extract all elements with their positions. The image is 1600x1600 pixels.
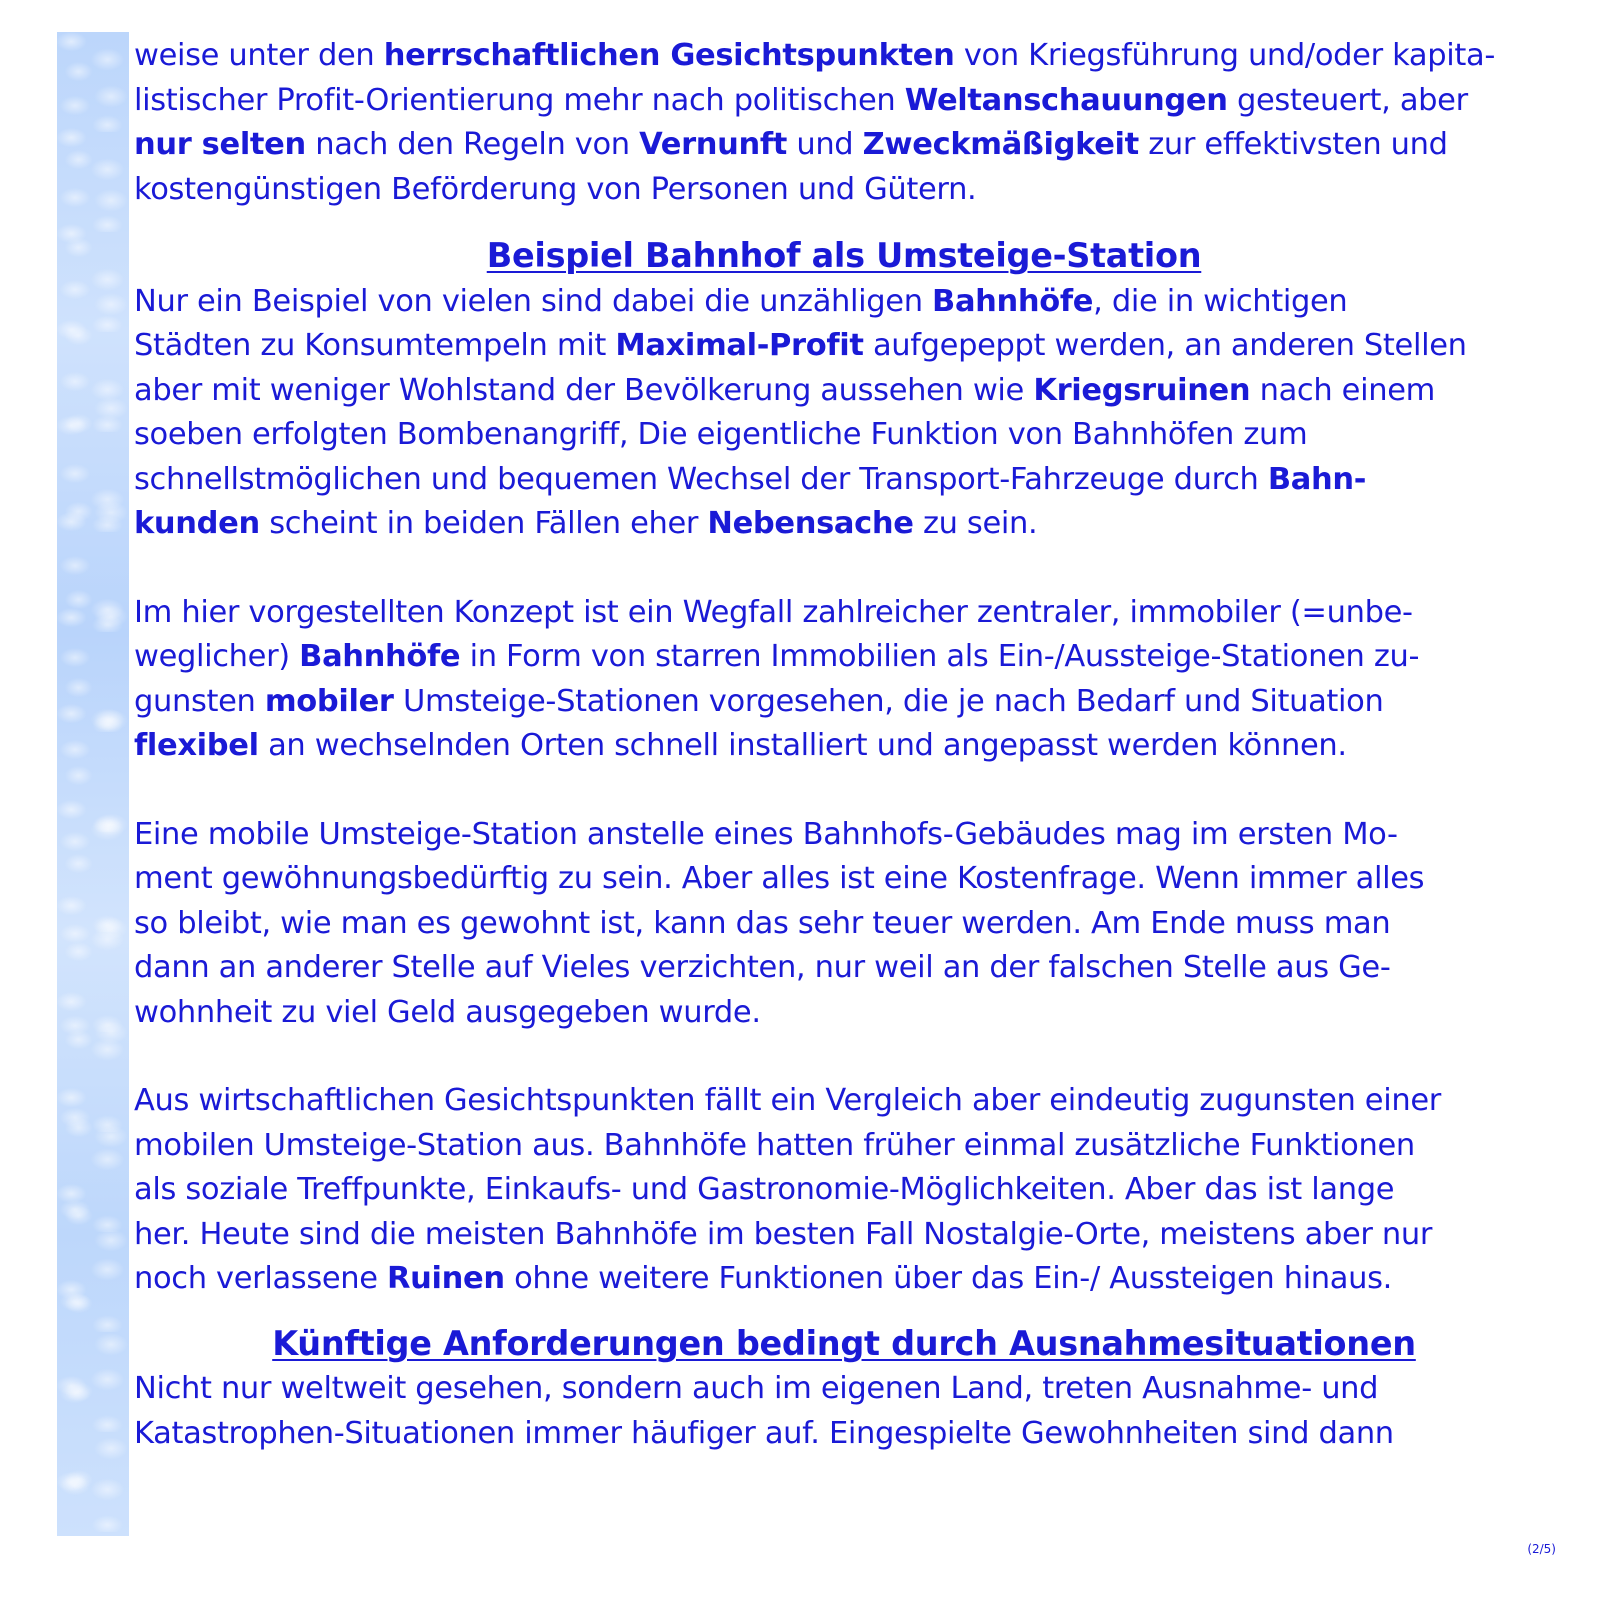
text-run: Nur ein Beispiel von vielen sind dabei die unzähligen xyxy=(134,283,933,319)
paragraph-spacer xyxy=(134,1035,1554,1079)
paragraph-4 xyxy=(134,813,1554,1036)
text-line xyxy=(134,946,1554,991)
text-run: Katastrophen-Situationen immer häufiger auf. Eingespielte Gewohnheiten sind dann xyxy=(134,1415,1394,1451)
decorative-side-strip xyxy=(57,32,129,1536)
text-run: Eine mobile Umsteige-Station anstelle eines Bahnhofs-Gebäudes mag im ersten Mo- xyxy=(134,816,1398,852)
text-line xyxy=(134,635,1554,680)
text-run: so bleibt, wie man es gewohnt ist, kann das sehr teuer werden. Am Ende muss man xyxy=(134,905,1391,941)
paragraph-6 xyxy=(134,1367,1554,1456)
text-line xyxy=(134,369,1554,414)
text-run: zur effektivsten und xyxy=(1138,127,1448,162)
section-heading: Künftige Anforderungen bedingt durch Ausnahmesituationen xyxy=(272,1323,1416,1363)
emphasized-text: kunden xyxy=(134,506,260,541)
text-line xyxy=(134,591,1554,636)
emphasized-text: Ruinen xyxy=(387,1261,505,1296)
text-run: , die in wichtigen xyxy=(1093,283,1348,319)
text-run: gesteuert, aber xyxy=(1227,82,1468,118)
emphasized-text: Zweckmäßigkeit xyxy=(862,127,1139,162)
emphasized-text: nur selten xyxy=(134,127,306,162)
text-line xyxy=(134,857,1554,902)
text-line xyxy=(134,1168,1554,1213)
text-line xyxy=(134,680,1554,725)
emphasized-text: Bahn- xyxy=(1267,461,1367,497)
text-run: Nicht nur weltweit gesehen, sondern auch im eigenen Land, treten Ausnahme- und xyxy=(134,1371,1379,1406)
document-body xyxy=(134,34,1554,1456)
text-run: an wechselnden Orten schnell installiert und angepasst werden können. xyxy=(258,728,1347,763)
text-run: noch verlassene xyxy=(134,1261,388,1296)
text-run: gunsten xyxy=(134,683,265,719)
text-run: ment gewöhnungsbedürftig zu sein. Aber alles ist eine Kostenfrage. Wenn immer alles xyxy=(134,861,1425,896)
emphasized-text: Kriegsruinen xyxy=(1033,372,1251,408)
text-run: aufgepeppt werden, an anderen Stellen xyxy=(863,328,1467,363)
text-run: in Form von starren Immobilien als Ein-/Aussteige-Stationen zu- xyxy=(460,639,1420,674)
text-line xyxy=(134,1367,1554,1412)
paragraph-spacer xyxy=(134,769,1554,813)
section-heading: Beispiel Bahnhof als Umsteige-Station xyxy=(486,236,1202,275)
text-run: soeben erfolgten Bombenangriff, Die eigentliche Funktion von Bahnhöfen zum xyxy=(134,417,1308,452)
text-run: nach einem xyxy=(1250,372,1435,408)
emphasized-text: Bahnhöfe xyxy=(932,283,1094,319)
text-run: mobilen Umsteige-Station aus. Bahnhöfe hatten früher einmal zusätzliche Funktionen xyxy=(134,1127,1415,1163)
text-run: nach den Regeln von xyxy=(305,127,640,162)
text-run: weglicher) xyxy=(134,639,300,674)
text-line xyxy=(134,1412,1554,1457)
text-run: und xyxy=(787,127,863,162)
text-run: zu sein. xyxy=(913,506,1038,541)
text-run: dann an anderer Stelle auf Vieles verzichten, nur weil an der falschen Stelle aus Ge- xyxy=(134,950,1391,985)
text-run: her. Heute sind die meisten Bahnhöfe im besten Fall Nostalgie-Orte, meistens aber nur xyxy=(134,1216,1433,1252)
text-line xyxy=(134,1213,1554,1258)
text-line xyxy=(134,34,1554,79)
paragraph-2 xyxy=(134,280,1554,547)
paragraph-spacer xyxy=(134,547,1554,591)
text-run: Im hier vorgestellten Konzept ist ein Wegfall zahlreicher zentraler, immobiler (=unbe- xyxy=(134,594,1413,630)
text-line xyxy=(134,813,1554,858)
emphasized-text: Weltanschauungen xyxy=(904,82,1228,118)
text-run: von Kriegsführung und/oder kapita- xyxy=(954,38,1495,73)
text-line xyxy=(134,324,1554,369)
text-run: weise unter den xyxy=(134,38,384,73)
paragraph-5 xyxy=(134,1079,1554,1302)
text-run: kostengünstigen Beförderung von Personen und Gütern. xyxy=(134,171,977,207)
text-line xyxy=(134,724,1554,769)
emphasized-text: Vernunft xyxy=(639,127,787,162)
text-line xyxy=(134,413,1554,458)
text-run: Städten zu Konsumtempeln mit xyxy=(134,328,616,363)
text-line xyxy=(134,502,1554,547)
emphasized-text: flexibel xyxy=(134,728,259,763)
text-run: listischer Profit-Orientierung mehr nach politischen xyxy=(134,82,905,118)
emphasized-text: Nebensache xyxy=(707,506,914,541)
text-run: Umsteige-Stationen vorgesehen, die je nach Bedarf und Situation xyxy=(393,683,1384,719)
text-line xyxy=(134,1124,1554,1169)
text-run: als soziale Treffpunkte, Einkaufs- und Gastronomie-Möglichkeiten. Aber das ist lange xyxy=(134,1172,1395,1207)
text-line xyxy=(134,991,1554,1036)
text-line xyxy=(134,79,1554,124)
text-line xyxy=(134,1257,1554,1302)
text-run: schnellstmöglichen und bequemen Wechsel der Transport-Fahrzeuge durch xyxy=(134,461,1268,497)
text-run: Aus wirtschaftlichen Gesichtspunkten fällt ein Vergleich aber eindeutig zugunsten einer xyxy=(134,1083,1441,1118)
paragraph-1 xyxy=(134,34,1554,212)
text-line xyxy=(134,902,1554,947)
text-run: wohnheit zu viel Geld ausgegeben wurde. xyxy=(134,994,761,1030)
text-line xyxy=(134,458,1554,503)
emphasized-text: Bahnhöfe xyxy=(299,639,461,674)
emphasized-text: Maximal-Profit xyxy=(615,328,864,363)
page-number: (2/5) xyxy=(1527,1542,1556,1556)
text-line xyxy=(134,123,1554,168)
text-run: aber mit weniger Wohlstand der Bevölkerung aussehen wie xyxy=(134,372,1034,408)
text-line xyxy=(134,280,1554,325)
paragraph-3 xyxy=(134,591,1554,769)
text-run: ohne weitere Funktionen über das Ein-/ Aussteigen hinaus. xyxy=(504,1261,1392,1296)
text-line xyxy=(134,1079,1554,1124)
text-line xyxy=(134,168,1554,213)
emphasized-text: herrschaftlichen Gesichtspunkten xyxy=(383,38,955,73)
emphasized-text: mobiler xyxy=(264,683,394,719)
text-run: scheint in beiden Fällen eher xyxy=(259,506,708,541)
